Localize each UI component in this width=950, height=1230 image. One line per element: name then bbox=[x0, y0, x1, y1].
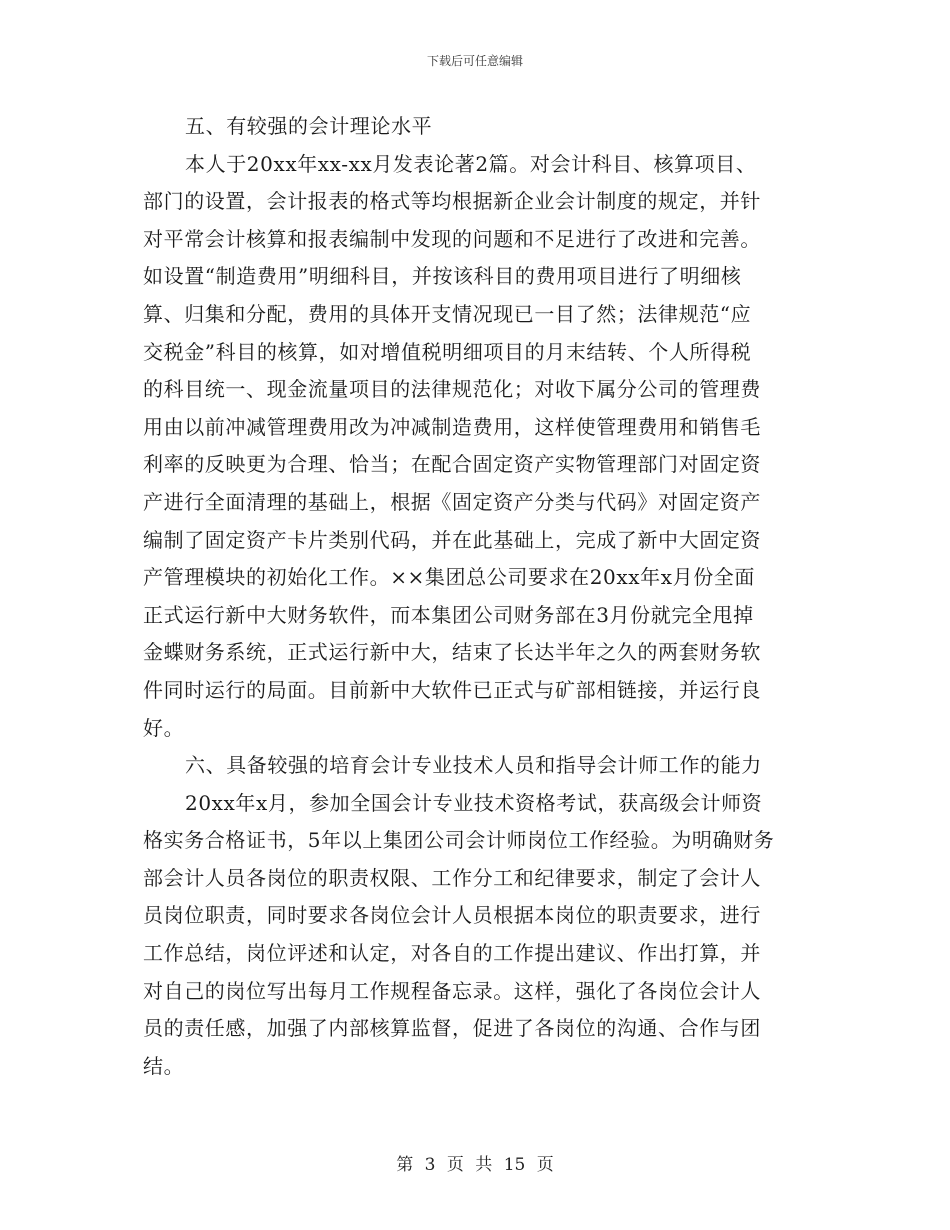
document-body bbox=[143, 108, 807, 1085]
body-text-line: 员岗位职责，同时要求各岗位会计人员根据本岗位的职责要求，进行 bbox=[143, 903, 761, 928]
body-text-line: 利率的反映更为合理、恰当；在配合固定资产实物管理部门对固定资 bbox=[143, 452, 761, 477]
body-text-line: 员的责任感，加强了内部核算监督，促进了各岗位的沟通、合作与团 bbox=[143, 1016, 761, 1041]
body-text-line: 结。 bbox=[143, 1053, 185, 1078]
body-text-line: 对自己的岗位写出每月工作规程备忘录。这样，强化了各岗位会计人 bbox=[143, 978, 761, 1003]
body-text-line: 对平常会计核算和报表编制中发现的问题和不足进行了改进和完善。 bbox=[143, 226, 761, 251]
body-text-line: 算、归集和分配，费用的具体开支情况现已一目了然；法律规范“应 bbox=[143, 301, 752, 326]
body-text-line: 六、具备较强的培育会计专业技术人员和指导会计师工作的能力 bbox=[185, 753, 762, 778]
body-text-line: 编制了固定资产卡片类别代码，并在此基础上，完成了新中大固定资 bbox=[143, 527, 761, 552]
body-text-line: 工作总结，岗位评述和认定，对各自的工作提出建议、作出打算，并 bbox=[143, 941, 761, 966]
body-text-line: 格实务合格证书，5年以上集团公司会计师岗位工作经验。为明确财务 bbox=[143, 828, 775, 853]
body-text-line: 20xx年x月，参加全国会计专业技术资格考试，获高级会计师资 bbox=[185, 790, 763, 815]
body-text-line: 如设置“制造费用”明细科目，并按该科目的费用项目进行了明细核 bbox=[143, 264, 742, 289]
body-text-line: 本人于20xx年xx-xx月发表论著2篇。对会计科目、核算项目、 bbox=[185, 151, 757, 176]
body-text-line: 的科目统一、现金流量项目的法律规范化；对收下属分公司的管理费 bbox=[143, 377, 761, 402]
page-header: 下载后可任意编辑 bbox=[426, 54, 523, 68]
body-text-line: 产管理模块的初始化工作。××集团总公司要求在20xx年x月份全面 bbox=[143, 565, 756, 590]
body-text-line: 好。 bbox=[143, 715, 185, 740]
body-text-line: 正式运行新中大财务软件，而本集团公司财务部在3月份就完全甩掉 bbox=[143, 602, 754, 627]
body-text-line: 件同时运行的局面。目前新中大软件已正式与矿部相链接，并运行良 bbox=[143, 677, 761, 702]
body-text-line: 五、有较强的会计理论水平 bbox=[185, 114, 433, 138]
body-text-line: 用由以前冲减管理费用改为冲减制造费用，这样使管理费用和销售毛 bbox=[143, 414, 761, 439]
body-text-line: 交税金”科目的核算，如对增值税明细项目的月末结转、个人所得税 bbox=[143, 339, 752, 364]
page-footer: 第 3 页 共 15 页 bbox=[396, 1155, 554, 1175]
body-text-line: 金蝶财务系统，正式运行新中大，结束了长达半年之久的两套财务软 bbox=[143, 640, 761, 665]
body-text-line: 部门的设置，会计报表的格式等均根据新企业会计制度的规定，并针 bbox=[143, 189, 761, 214]
body-text-line: 部会计人员各岗位的职责权限、工作分工和纪律要求，制定了会计人 bbox=[143, 865, 761, 890]
body-text-line: 产进行全面清理的基础上，根据《固定资产分类与代码》对固定资产 bbox=[143, 489, 761, 514]
